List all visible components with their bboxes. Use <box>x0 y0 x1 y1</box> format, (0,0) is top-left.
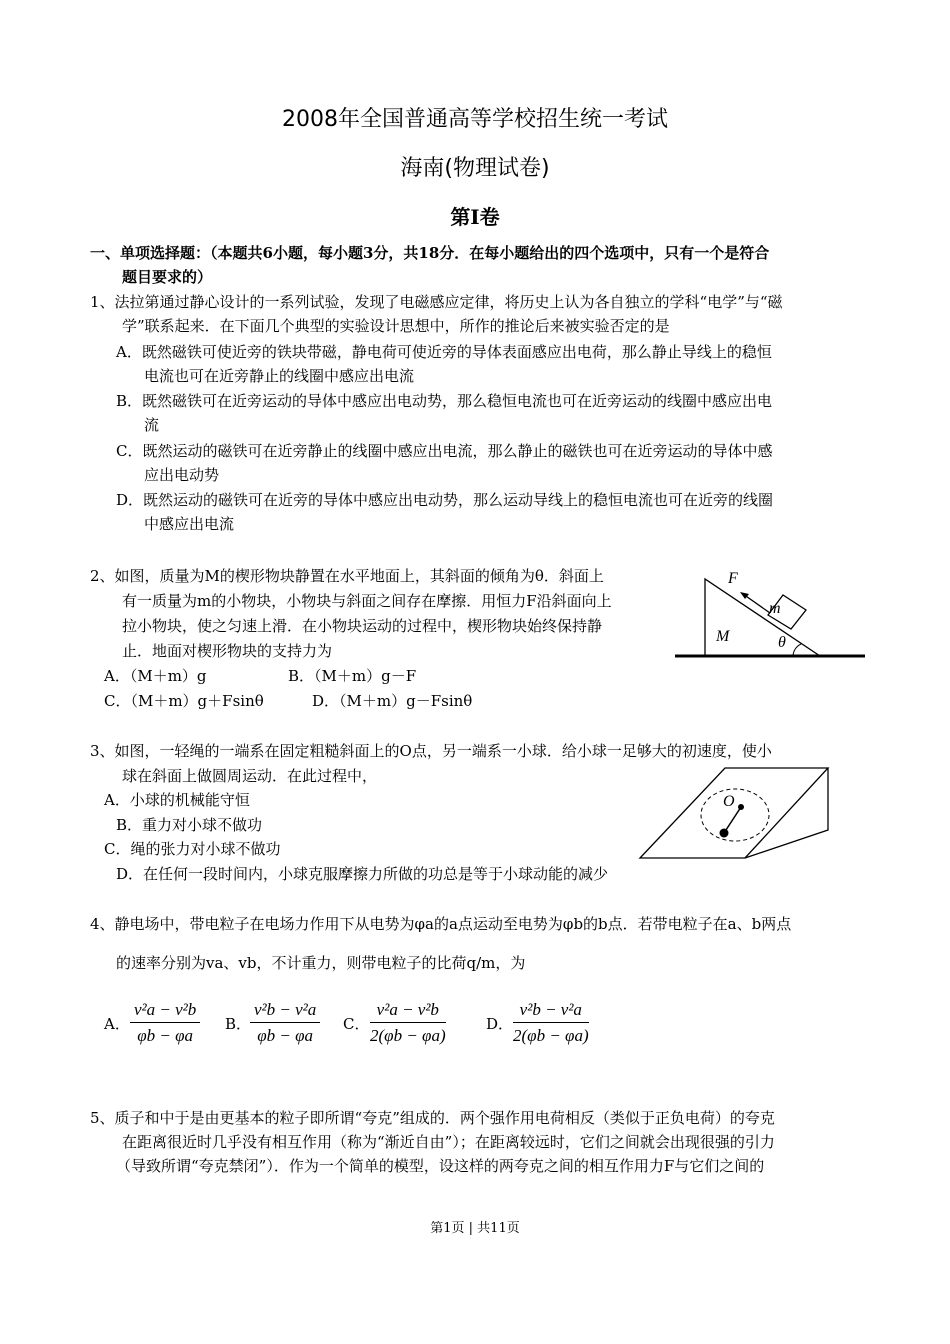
q1-stem: 1、法拉第通过静心设计的一系列试验，发现了电磁感应定律，将历史上认为各自独立的学科“电学”与“磁 <box>90 293 783 311</box>
q2-stem: 2、如图，质量为M的楔形物块静置在水平地面上，其斜面的倾角为θ．斜面上 <box>90 567 604 585</box>
q1-option-d: D．既然运动的磁铁可在近旁的导体中感应出电动势，那么运动导线上的稳恒电流也可在近旁的线圈 <box>116 491 774 509</box>
q4-option-c-label: C． <box>343 1015 370 1033</box>
force-label: F <box>728 570 738 587</box>
q3-option-a: A．小球的机械能守恒 <box>104 791 250 809</box>
section-heading-cont: 题目要求的） <box>122 268 213 286</box>
q1-option-b: 流 <box>144 416 160 434</box>
q2-option-a: A．（M＋m）g <box>104 667 207 685</box>
volume-heading: 第I卷 <box>450 205 500 229</box>
q3-option-b: B．重力对小球不做功 <box>116 816 263 834</box>
q2-option-d: D．（M＋m）g－Fsinθ <box>312 692 473 710</box>
q4-option-d-formula: $\frac{\text{v²b − v²a}}{2(\varphi b - \varphi a)}$ <box>513 1000 589 1045</box>
q5-stem: 在距离很近时几乎没有相互作用（称为“渐近自由”）；在距离较远时，它们之间就会出现很强的引力 <box>122 1133 775 1151</box>
q1-option-b: B．既然磁铁可在近旁运动的导体中感应出电动势，那么稳恒电流也可在近旁运动的线圈中感应出电 <box>116 392 773 410</box>
q2-option-b: B．（M＋m）g－F <box>288 667 417 685</box>
q4-stem: 的速率分别为va、vb，不计重力，则带电粒子的比荷q/m，为 <box>116 954 526 972</box>
q1-option-d: 中感应出电流 <box>144 515 235 533</box>
q4-option-d-label: D． <box>486 1015 514 1033</box>
q1-option-c: 应出电动势 <box>144 466 220 484</box>
block-mass-label: m <box>769 600 781 617</box>
pivot-label: O <box>723 793 735 810</box>
q4-option-b-formula: $\frac{\text{v²b − v²a}}{\varphi b - \varphi a}$ <box>250 1000 320 1046</box>
angle-label: θ <box>778 634 786 651</box>
page-footer: 第1页 | 共11页 <box>430 1221 520 1236</box>
q2-option-c: C．（M＋m）g＋Fsinθ <box>104 692 264 710</box>
q4-stem: 4、静电场中，带电粒子在电场力作用下从电势为φa的a点运动至电势为φb的b点．若带电粒子在a、b两点 <box>90 915 792 933</box>
q2-stem: 拉小物块，使之匀速上滑．在小物块运动的过程中，楔形物块始终保持静 <box>122 617 603 635</box>
q2-stem: 止．地面对楔形物块的支持力为 <box>122 642 333 660</box>
exam-subtitle: 海南(物理试卷) <box>400 156 550 181</box>
q4-option-a-formula: $\frac{\text{v²a − v²b}}{\varphi b - \varphi a}$ <box>130 1000 200 1046</box>
q3-stem: 球在斜面上做圆周运动．在此过程中， <box>122 767 378 785</box>
incline-circle-diagram <box>635 760 835 870</box>
q3-option-d: D．在任何一段时间内，小球克服摩擦力所做的功总是等于小球动能的减少 <box>116 865 609 883</box>
q4-option-b-label: B． <box>225 1015 252 1033</box>
q2-stem: 有一质量为m的小物块，小物块与斜面之间存在摩擦．用恒力F沿斜面向上 <box>122 592 612 610</box>
exam-title: 2008年全国普通高等学校招生统一考试 <box>282 107 668 132</box>
q3-stem: 3、如图，一轻绳的一端系在固定粗糙斜面上的O点，另一端系一小球．给小球一足够大的初速度，使小 <box>90 742 772 760</box>
q4-option-c-formula: $\frac{\text{v²a − v²b}}{2(\varphi b - \varphi a)}$ <box>370 1000 446 1045</box>
q5-stem: （导致所谓“夸克禁闭”）．作为一个简单的模型，设这样的两夸克之间的相互作用力F与它们之间的 <box>116 1157 765 1175</box>
q4-option-a-label: A． <box>104 1015 130 1033</box>
q1-option-a: A．既然磁铁可使近旁的铁块带磁，静电荷可使近旁的导体表面感应出电荷，那么静止导线上的稳恒 <box>116 343 772 361</box>
q3-option-c: C．绳的张力对小球不做功 <box>104 840 281 858</box>
wedge-mass-label: M <box>716 628 730 645</box>
q5-stem: 5、质子和中于是由更基本的粒子即所谓“夸克”组成的．两个强作用电荷相反（类似于正负电荷）的夸克 <box>90 1109 775 1127</box>
q1-option-a: 电流也可在近旁静止的线圈中感应出电流 <box>144 367 415 385</box>
q1-stem: 学”联系起来．在下面几个典型的实验设计思想中，所作的推论后来被实验否定的是 <box>122 317 670 335</box>
q1-option-c: C．既然运动的磁铁可在近旁静止的线圈中感应出电流，那么静止的磁铁也可在近旁运动的导体中感 <box>116 442 773 460</box>
section-heading: 一、单项选择题：（本题共6小题，每小题3分，共18分．在每小题给出的四个选项中，只有一个是符合 <box>90 244 770 262</box>
